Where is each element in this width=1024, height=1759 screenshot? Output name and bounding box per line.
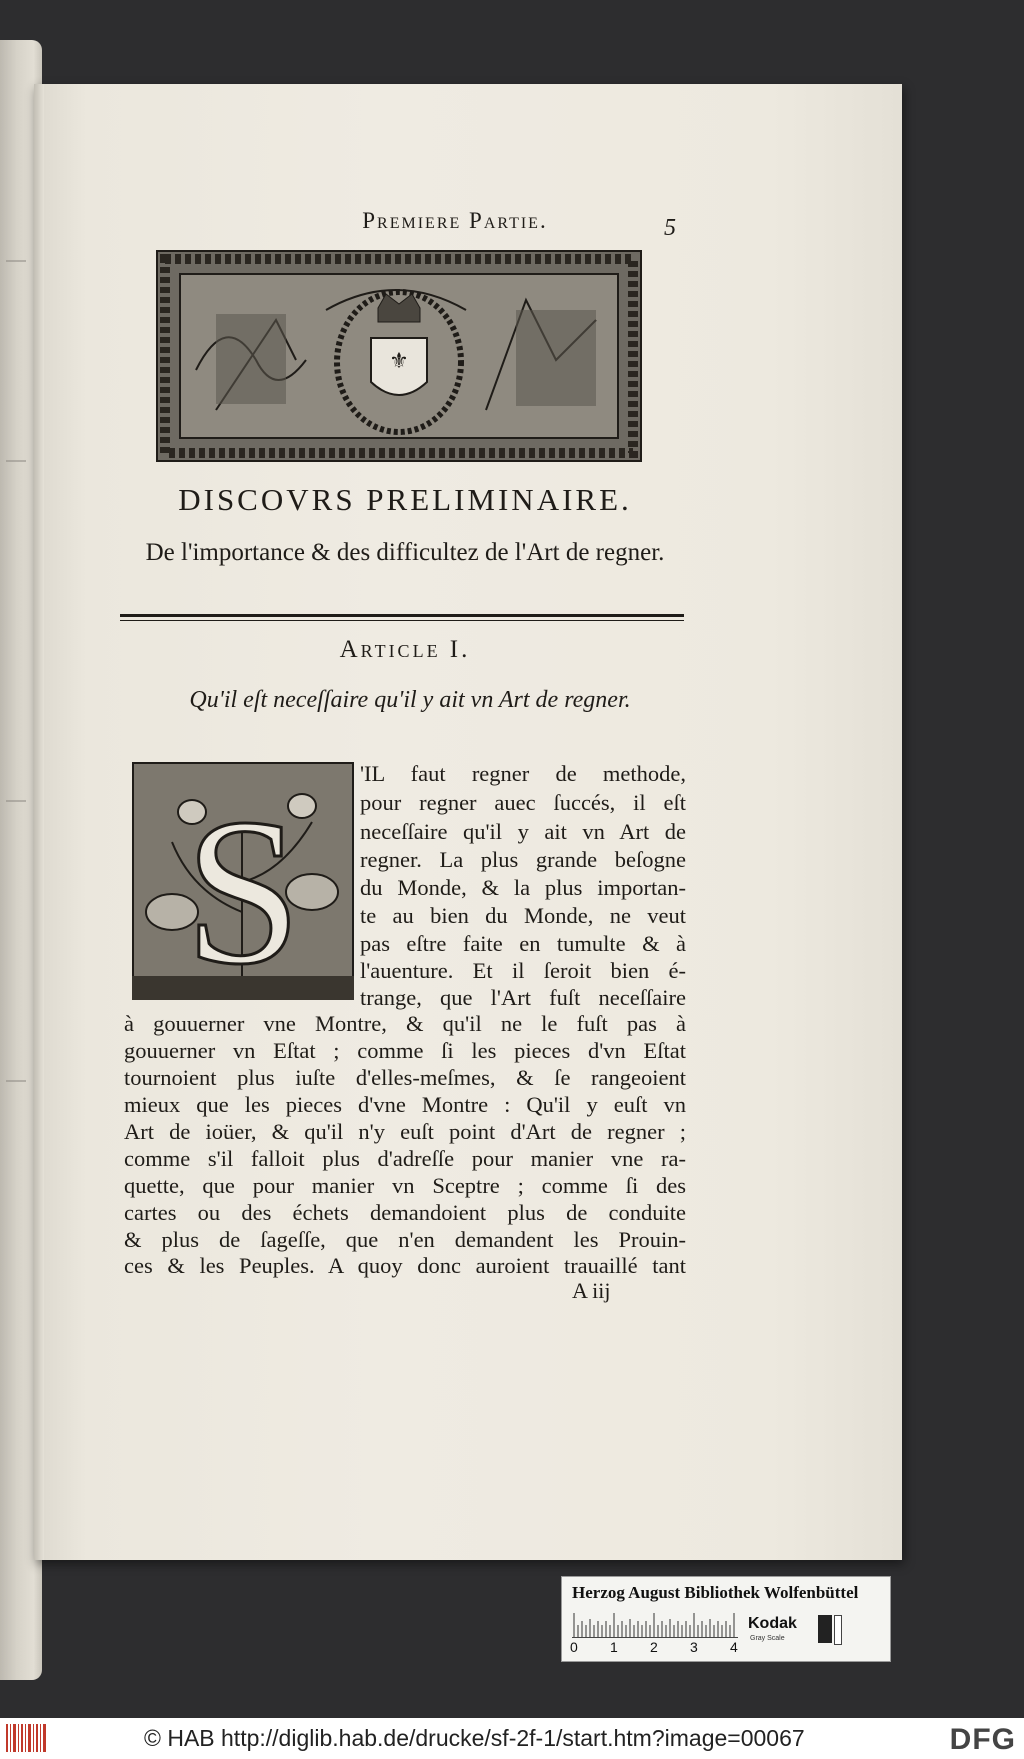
- page-number: 5: [664, 215, 676, 241]
- body-line: quette, que pour manier vn Sceptre ; comme ſi des: [124, 1173, 686, 1198]
- gray-patch-dark: [818, 1615, 832, 1643]
- svg-text:⚜: ⚜: [389, 349, 409, 374]
- gray-patch-light: [834, 1615, 842, 1645]
- scale-number: 1: [610, 1639, 618, 1655]
- body-line: tournoient plus iuſte d'elles-meſmes, & ſe rangeoient: [124, 1065, 686, 1090]
- scale-number: 4: [730, 1639, 738, 1655]
- initial-letter: S: [184, 776, 302, 1000]
- article-heading: Article I.: [339, 636, 471, 663]
- title-rule-thin: [120, 620, 684, 621]
- gray-scale-label: Gray Scale: [750, 1635, 785, 1642]
- body-line: te au bien du Monde, ne veut: [360, 903, 686, 928]
- body-line: 'IL faut regner de methode,: [360, 761, 686, 786]
- body-line: trange, que l'Art fuſt neceſſaire: [360, 985, 686, 1010]
- edge-mark: [6, 260, 26, 262]
- ruler-ticks: [572, 1613, 738, 1637]
- body-line: pas eſtre faite en tumulte & à: [360, 931, 686, 956]
- body-line: du Monde, & la plus importan-: [360, 875, 686, 900]
- headpiece-engraving: [156, 250, 642, 462]
- copyright-text[interactable]: © HAB http://diglib.hab.de/drucke/sf-2f-1/start.htm?image=00067: [144, 1725, 805, 1751]
- body-line: gouuerner vn Eſtat ; comme ſi les pieces d'vn Eſtat: [124, 1038, 686, 1063]
- body-line: neceſſaire qu'il y ait vn Art de: [360, 819, 686, 844]
- body-line: cartes ou des échets demandoient plus de conduite: [124, 1200, 686, 1225]
- library-name: Herzog August Bibliothek Wolfenbüttel: [572, 1583, 859, 1602]
- body-line: & plus de ſageſſe, que n'en demandent les Prouin-: [124, 1227, 686, 1252]
- body-line: comme s'il falloit plus d'adreſſe pour manier vne ra-: [124, 1146, 686, 1171]
- kodak-brand: Kodak: [748, 1615, 797, 1632]
- scale-number: 3: [690, 1639, 698, 1655]
- body-line: mieux que les pieces d'vne Montre : Qu'il y euſt vn: [124, 1092, 686, 1117]
- scale-number: 2: [650, 1639, 658, 1655]
- body-line: ces & les Peuples. A quoy donc auroient trauaillé tant: [124, 1253, 686, 1278]
- discourse-subtitle: De l'importance & des difficultez de l'Art de regner.: [145, 539, 665, 566]
- ruler-scale: [572, 1613, 738, 1638]
- catchword: A iij: [572, 1278, 611, 1303]
- article-subtitle: Qu'il eſt neceſſaire qu'il y ait vn Art de regner.: [189, 687, 631, 713]
- body-line: regner. La plus grande beſogne: [360, 847, 686, 872]
- body-line: Art de ioüer, & qu'il n'y euſt point d'Art de regner ;: [124, 1119, 686, 1144]
- copyright-link[interactable]: [144, 1725, 805, 1752]
- edge-mark: [6, 1080, 26, 1082]
- dfg-logo: DFG: [949, 1723, 1016, 1756]
- barcode-icon: [4, 1722, 48, 1754]
- edge-mark: [6, 800, 26, 802]
- body-line: pour regner auec ſuccés, il eſt: [360, 790, 686, 815]
- decorated-initial: [132, 762, 354, 1000]
- body-line: l'auenture. Et il ſeroit bien é-: [360, 958, 686, 983]
- body-line: à gouuerner vne Montre, & qu'il ne le fuſt pas à: [124, 1011, 686, 1036]
- edge-mark: [6, 460, 26, 462]
- scale-number: 0: [570, 1639, 578, 1655]
- running-head: Premiere Partie.: [362, 208, 548, 233]
- page-gutter: [34, 84, 44, 1560]
- viewer-footer: [0, 1718, 1024, 1759]
- discourse-title: DISCOVRS PRELIMINAIRE.: [178, 482, 632, 517]
- title-rule-thick: [120, 614, 684, 617]
- library-scale-card: [561, 1576, 891, 1662]
